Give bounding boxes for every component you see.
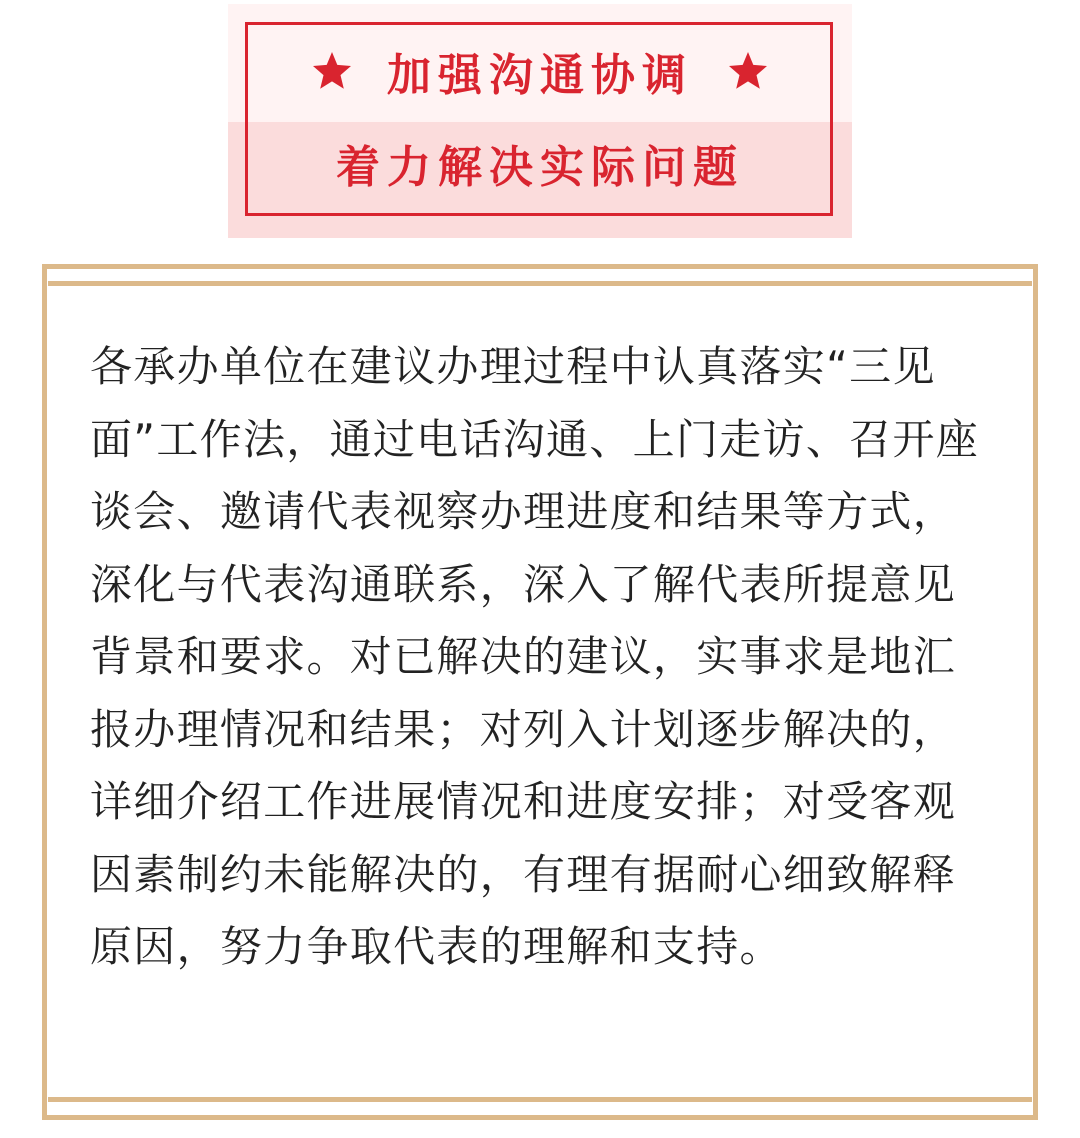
bottom-divider: [48, 1097, 1032, 1102]
body-paragraph: 各承办单位在建议办理过程中认真落实“三见面”工作法，通过电话沟通、上门走访、召开座谈会、邀请代表视察办理进度和结果等方式，深化与代表沟通联系，深入了解代表所提意见背景和要求。对已解决的建议，实事求是地汇报办理情况和结果；对列入计划逐步解决的，详细介绍工作进展情况和进度安排；对受客观因素制约未能解决的，有理有据耐心细致解释原因，努力争取代表的理解和支持。: [90, 342, 980, 971]
banner-subtitle: 着力解决实际问题: [336, 142, 744, 193]
banner-title: 加强沟通协调: [387, 50, 693, 101]
top-divider: [48, 281, 1032, 286]
